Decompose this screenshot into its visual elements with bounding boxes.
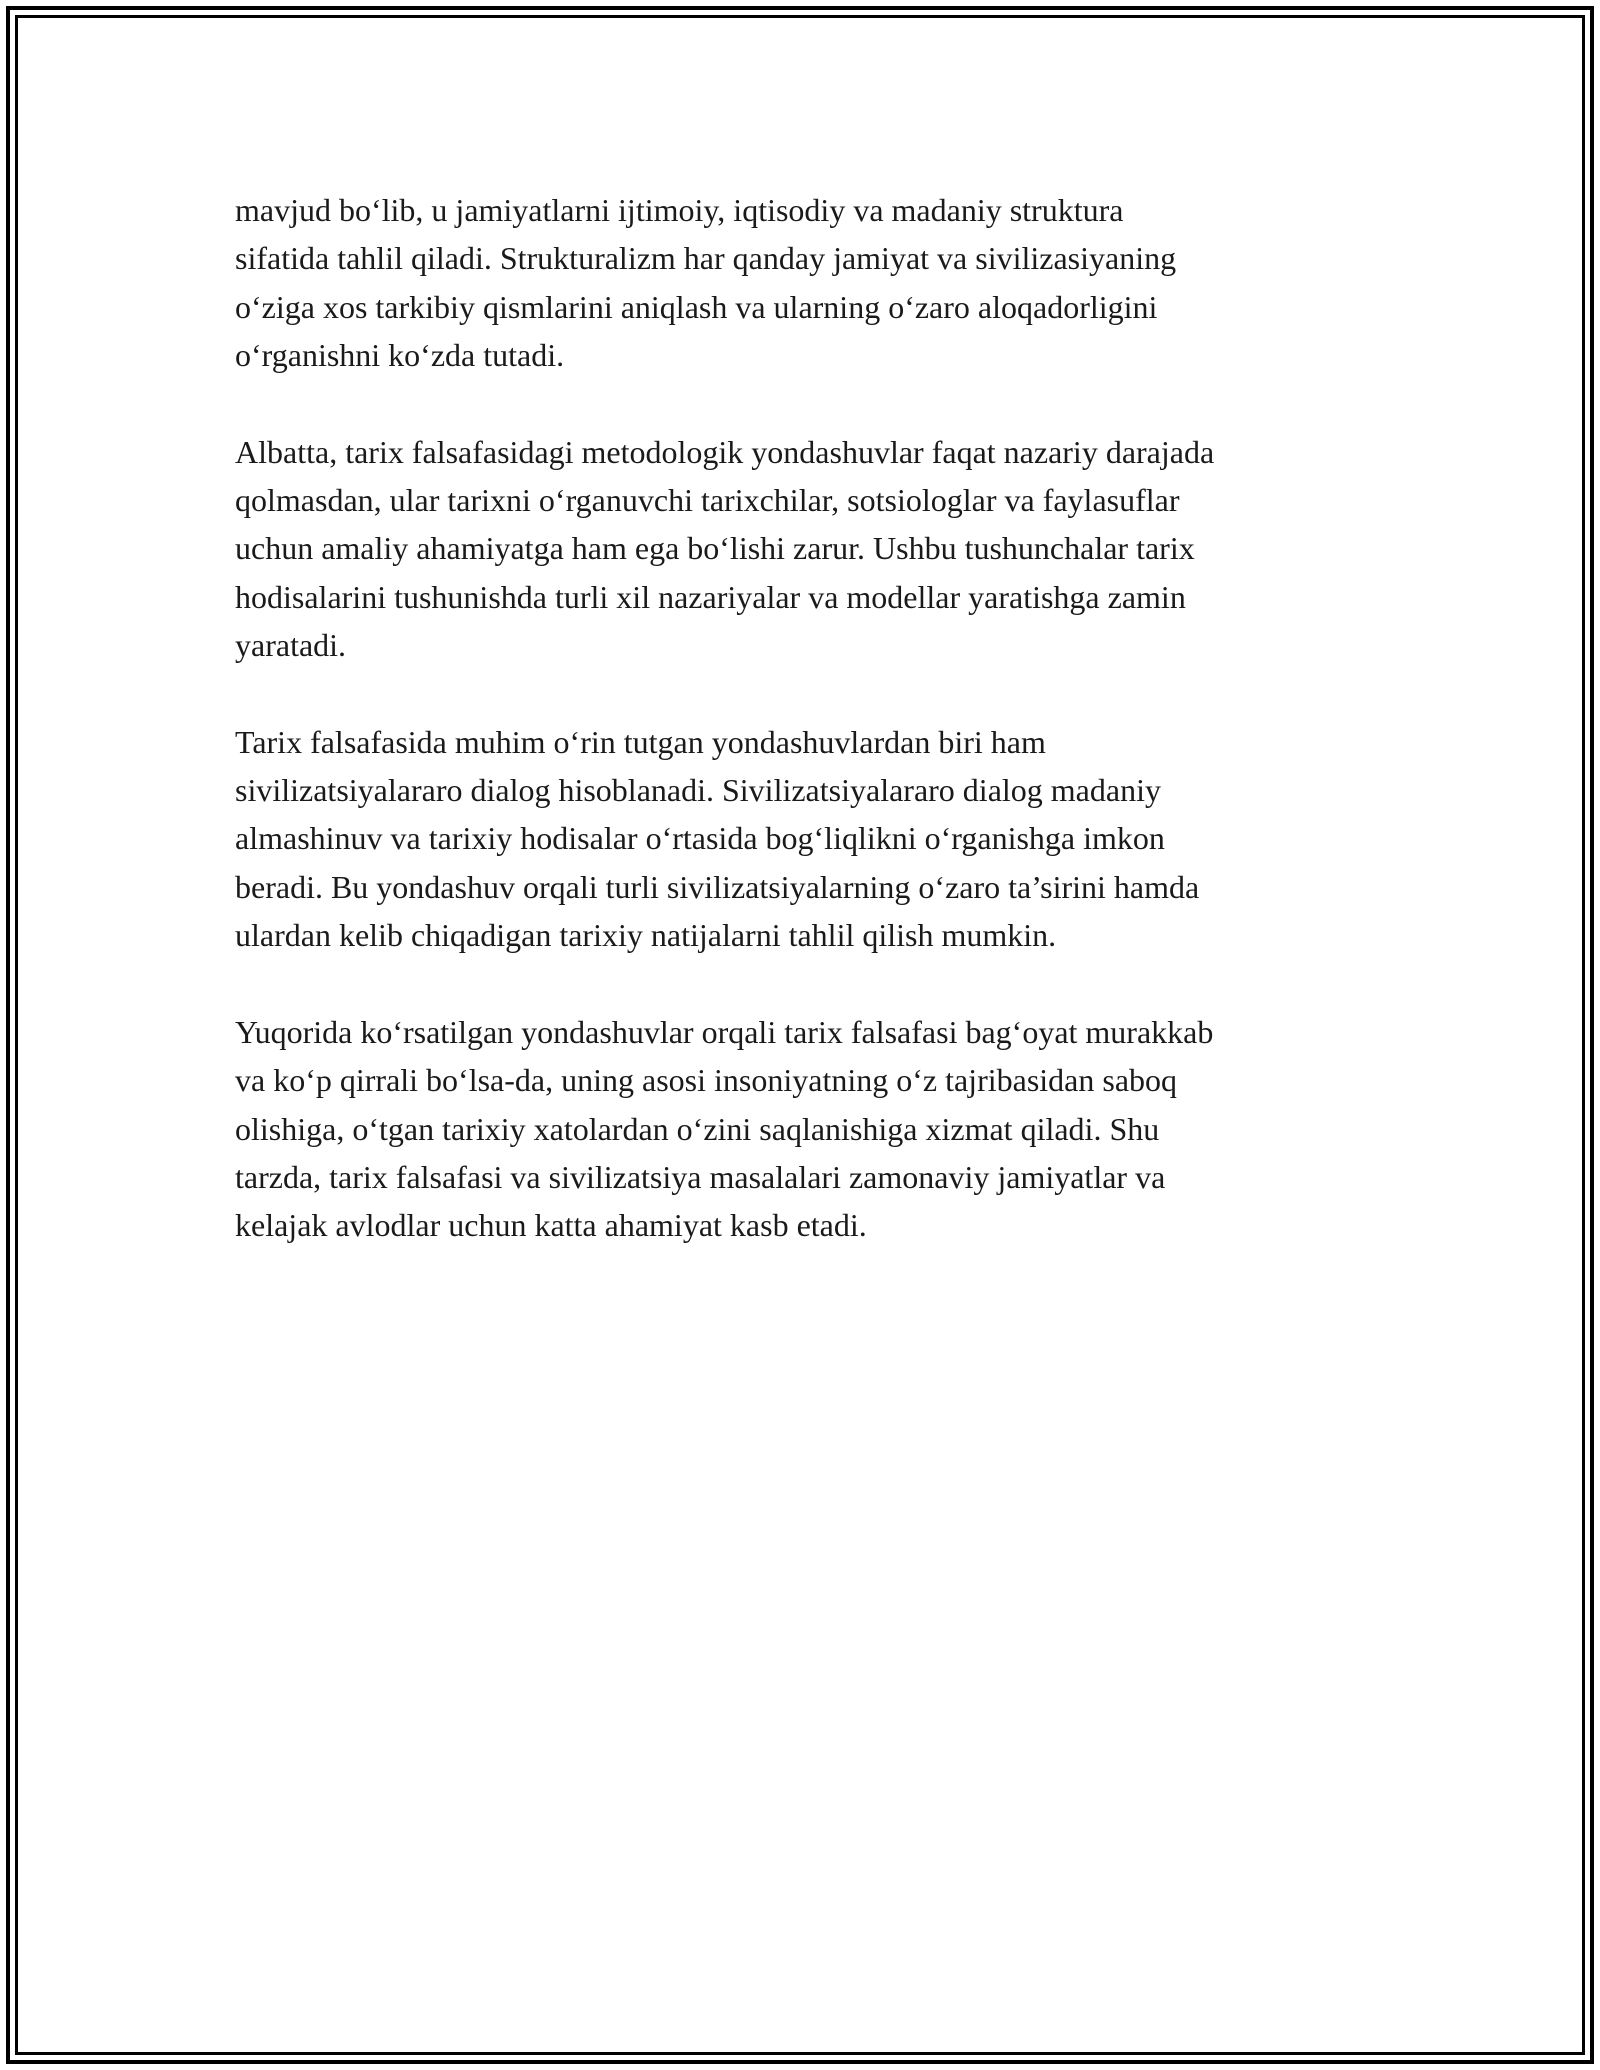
text-line: sivilizatsiyalararo dialog hisoblanadi. Sivilizatsiyalararo dialog madaniy — [235, 772, 1161, 809]
text-line: Tarix falsafasida muhim o‘rin tutgan yondashuvlardan biri ham — [235, 723, 1046, 760]
text-line: ulardan kelib chiqadigan tarixiy natijalarni tahlil qilish mumkin. — [235, 917, 1057, 954]
paragraph-1 — [235, 186, 1385, 380]
text-line: almashinuv va tarixiy hodisalar o‘rtasida bog‘liqlikni o‘rganishga imkon — [235, 820, 1165, 857]
text-line: uchun amaliy ahamiyatga ham ega bo‘lishi zarur. Ushbu tushunchalar tarix — [235, 530, 1195, 567]
text-line: va ko‘p qirrali bo‘lsa-da, uning asosi insoniyatning o‘z tajribasidan saboq — [235, 1062, 1178, 1099]
text-line: o‘ziga xos tarkibiy qismlarini aniqlash va ularning o‘zaro aloqadorligini — [235, 288, 1158, 325]
text-line: olishiga, o‘tgan tarixiy xatolardan o‘zini saqlanishiga xizmat qiladi. Shu — [235, 1110, 1160, 1147]
text-line: tarzda, tarix falsafasi va sivilizatsiya masalalari zamonaviy jamiyatlar va — [235, 1158, 1166, 1195]
text-line: yaratadi. — [235, 627, 347, 664]
paragraph-3 — [235, 718, 1385, 960]
text-line: mavjud bo‘lib, u jamiyatlarni ijtimoiy, iqtisodiy va madaniy struktura — [235, 192, 1124, 228]
text-line: kelajak avlodlar uchun katta ahamiyat kasb etadi. — [235, 1207, 867, 1244]
paragraph-4 — [235, 1008, 1385, 1250]
text-line: Yuqorida ko‘rsatilgan yondashuvlar orqali tarix falsafasi bag‘oyat murakkab — [235, 1013, 1214, 1050]
text-line: o‘rganishni ko‘zda tutadi. — [235, 337, 565, 374]
text-line: hodisalarini tushunishda turli xil nazariyalar va modellar yaratishga zamin — [235, 578, 1186, 615]
text-line: Albatta, tarix falsafasidagi metodologik yondashuvlar faqat nazariy darajada — [235, 433, 1215, 470]
text-line: beradi. Bu yondashuv orqali turli sivilizatsiyalarning o‘zaro ta’sirini hamda — [235, 868, 1200, 905]
text-line: qolmasdan, ular tarixni o‘rganuvchi tarixchilar, sotsiologlar va faylasuflar — [235, 482, 1180, 519]
document-body — [235, 186, 1385, 1298]
paragraph-2 — [235, 428, 1385, 670]
text-line: sifatida tahlil qiladi. Strukturalizm har qanday jamiyat va sivilizasiyaning — [235, 240, 1177, 277]
